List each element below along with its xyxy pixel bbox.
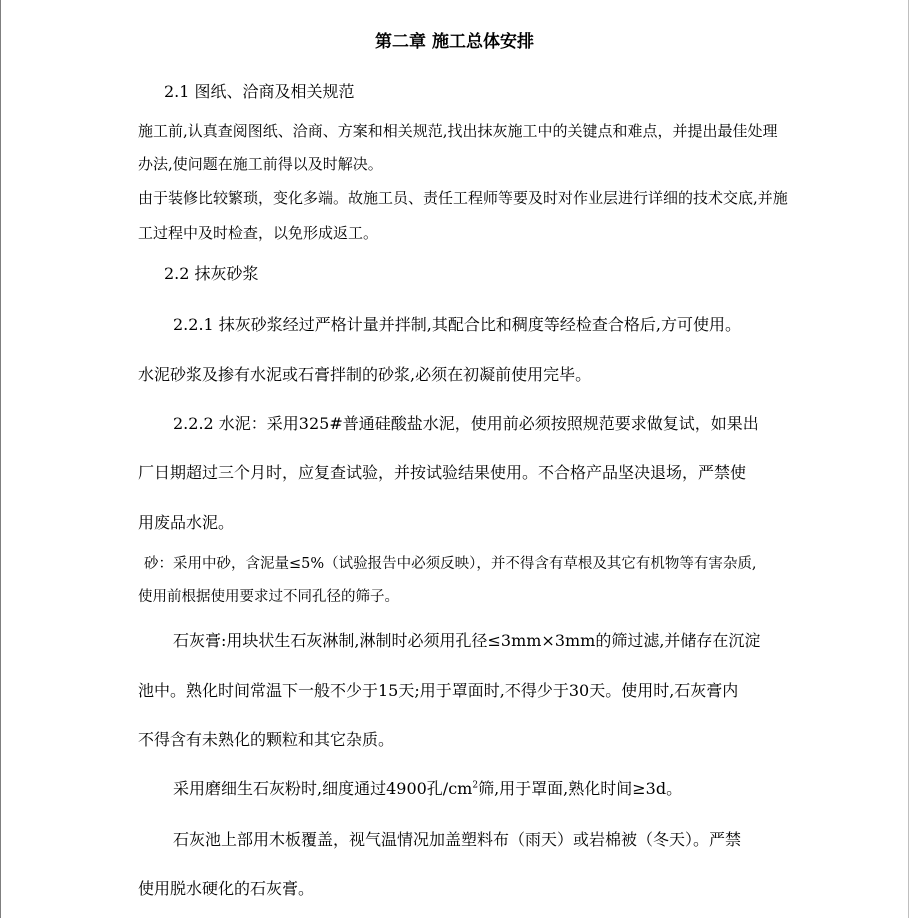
paragraph-line: 工过程中及时检查，以免形成返工。 [138,224,379,242]
paragraph-line: 池中。熟化时间常温下一般不少于15天;用于罩面时,不得少于30天。使用时,石灰膏内 [138,681,739,700]
paragraph-line: 水泥砂浆及掺有水泥或石膏拌制的砂浆,必须在初凝前使用完毕。 [138,365,592,384]
chapter-title: 第二章 施工总体安排 [375,32,534,52]
paragraph-line: 使用前根据使用要求过不同孔径的筛子。 [138,589,399,605]
paragraph-line: 用废品水泥。 [138,513,235,532]
paragraph-line: 石灰膏:用块状生石灰淋制,淋制时必须用孔径≤3mm×3mm的筛过滤,并储存在沉淀 [173,631,761,650]
paragraph-line: 办法,使问题在施工前得以及时解决。 [138,155,383,173]
powder-text-end: 筛,用于罩面,熟化时间≥3d。 [478,779,683,798]
paragraph-line: 砂：采用中砂，含泥量≤5%（试验报告中必须反映），并不得含有草根及其它有机物等有害杂质, [144,556,757,572]
page-border-left [0,0,1,918]
paragraph-line: 使用脱水硬化的石灰膏。 [138,879,315,898]
paragraph-line: 2.2.2 水泥：采用325#普通硅酸盐水泥，使用前必须按照规范要求做复试，如果出 [173,414,759,433]
paragraph-line: 石灰池上部用木板覆盖，视气温情况加盖塑料布（雨天）或岩棉被（冬天）。严禁 [173,830,742,849]
paragraph-line: 2.2.1 抹灰砂浆经过严格计量并拌制,其配合比和稠度等经检查合格后,方可使用。 [173,315,741,334]
section-heading-2-1: 2.1 图纸、洽商及相关规范 [164,82,355,101]
paragraph-line: 不得含有未熟化的颗粒和其它杂质。 [138,730,395,749]
section-heading-2-2: 2.2 抹灰砂浆 [164,264,259,283]
paragraph-line: 厂日期超过三个月时，应复查试验，并按试验结果使用。不合格产品坚决退场，严禁使 [138,463,747,482]
paragraph-line: 施工前,认真查阅图纸、洽商、方案和相关规范,找出抹灰施工中的关键点和难点，并提出最佳处理 [138,122,778,140]
paragraph-line [173,781,682,797]
superscript-2: 2 [472,780,479,791]
powder-text-start: 采用磨细生石灰粉时,细度通过4900孔/cm [173,779,473,798]
paragraph-line: 由于装修比较繁琐，变化多端。故施工员、责任工程师等要及时对作业层进行详细的技术交底,并施 [138,189,788,207]
